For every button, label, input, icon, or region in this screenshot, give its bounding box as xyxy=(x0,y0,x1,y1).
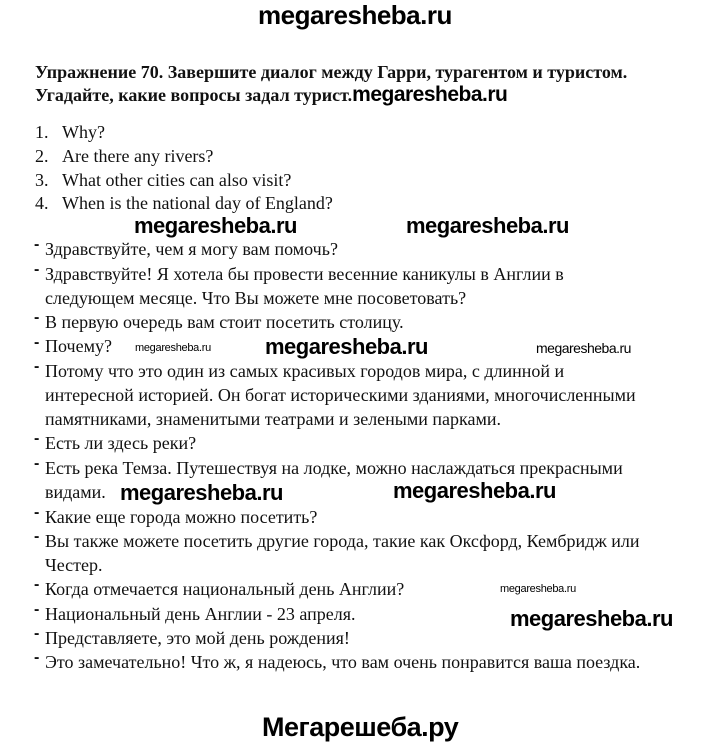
watermark: megaresheba.ru xyxy=(536,340,631,356)
title-watermark: megaresheba.ru xyxy=(352,83,508,106)
watermark: megaresheba.ru xyxy=(265,334,428,359)
watermark: megaresheba.ru xyxy=(510,606,673,631)
exercise-title-line1: Упражнение 70. Завершите диалог между Гарри, турагентом и туристом. xyxy=(35,62,628,82)
watermark: megaresheba.ru xyxy=(120,480,283,505)
watermark: megaresheba.ru xyxy=(134,213,297,238)
watermark: megaresheba.ru xyxy=(135,342,211,354)
exercise-title-line2: Угадайте, какие вопросы задал турист.megaresheba.ru xyxy=(35,83,508,106)
page: megaresheba.ru Упражнение 70. Завершите диалог между Гарри, турагентом и туристом. Угадайте, какие вопросы задал турист.megaresheba.ru 1. Why? 2. Are there any rivers? 3. What other cities can also visit? 4. When is the national day of England? megaresheba.ru megaresheba.ru - Здравствуйте, чем я могу вам помочь? - Здравствуйте! Я хотела бы провести весенние каникулы в Англии в следующем месяце. Что Вы можете мне посоветовать? - В первую очередь вам стоит посетить столицу. - Почему? - Потому что это один из самых красивых городов мира, с длинной и интересной историей. Он богат историческими зданиями, многочисленными памятниками, знаменитыми театрами и зелеными парками. - Есть ли здесь реки? - Есть река Темза. Путешествуя на лодке, можно наслаждаться прекрасными видами. - Какие еще города можно посетить? - Вы также можете посетить другие города, такие как Оксфорд, Кембридж или Честер. - Когда отмечается национальный день Англии? - Национальный день Англии - 23 апреля. - Представляете, это мой день рождения! - Это замечательно! Что ж, я надеюсь, что вам очень понравится ваша поездка. megaresheba.ru megaresheba.ru megaresheba.ru megaresheba.ru megaresheba.ru megaresheba.ru megaresheba.ru Мегарешеба.ру xyxy=(0,0,720,747)
watermark: megaresheba.ru xyxy=(406,213,569,238)
footer-watermark: Мегарешеба.ру xyxy=(262,712,459,742)
watermark: megaresheba.ru xyxy=(500,583,576,595)
watermark: megaresheba.ru xyxy=(393,478,556,503)
header-watermark: megaresheba.ru xyxy=(258,0,452,30)
